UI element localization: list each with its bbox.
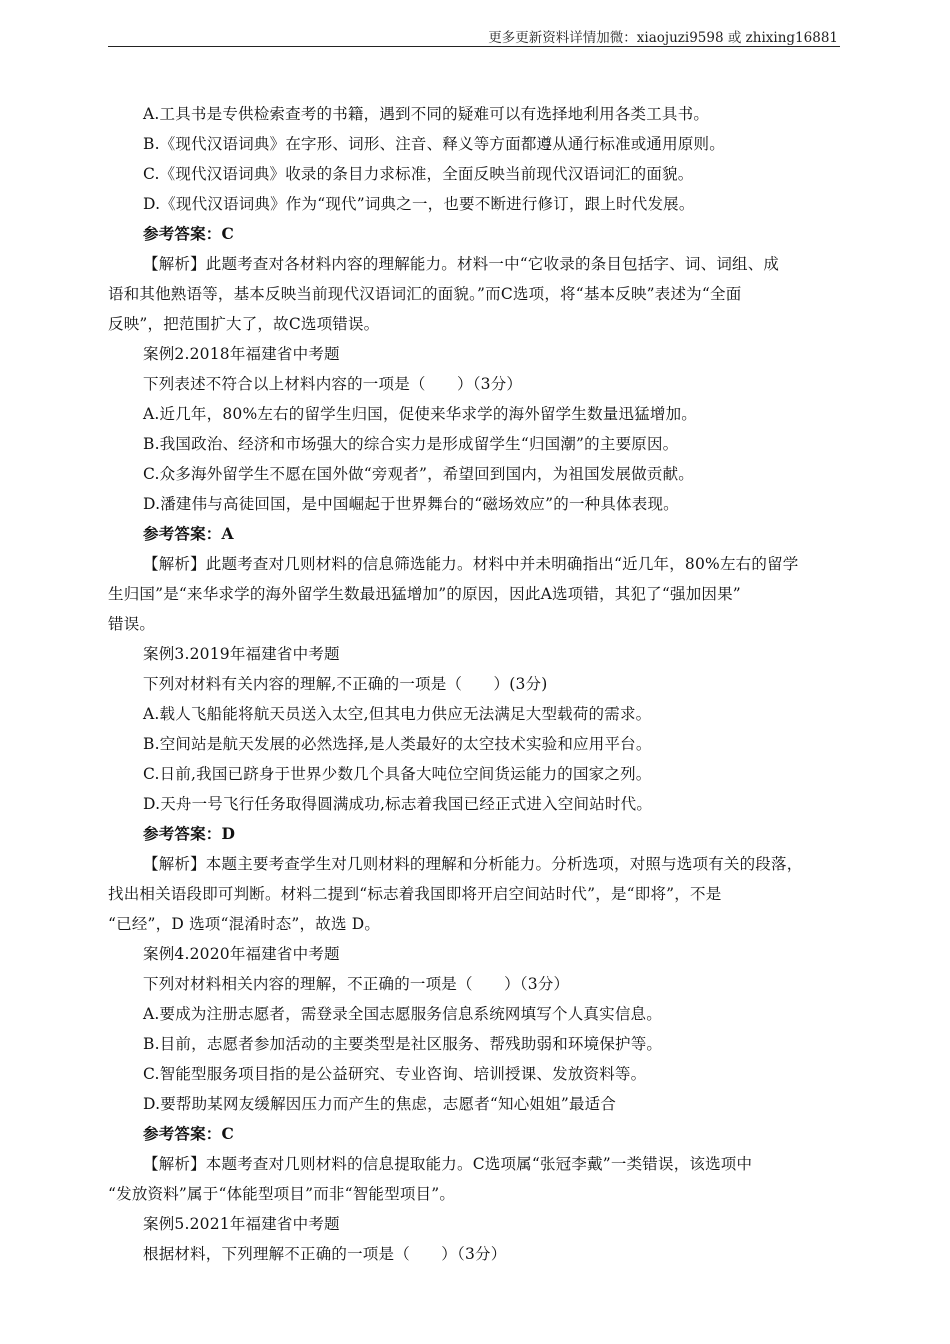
option-line: D.要帮助某网友缓解因压力而产生的焦虑，志愿者“知心姐姐”最适合 bbox=[143, 1095, 617, 1113]
analysis-line: 【解析】本题主要考查学生对几则材料的理解和分析能力。分析选项，对照与选项有关的段落， bbox=[143, 855, 803, 873]
option-line: B.我国政治、经济和市场强大的综合实力是形成留学生“归国潮”的主要原因。 bbox=[143, 435, 679, 453]
question-line: 下列表述不符合以上材料内容的一项是（ ）（3分） bbox=[143, 375, 523, 393]
analysis-line: 生归国”是“来华求学的海外留学生数最迅猛增加”的原因，因此A选项错，其犯了“强加因果” bbox=[108, 585, 741, 603]
case-title: 案例4.2020年福建省中考题 bbox=[143, 945, 340, 963]
option-line: A.要成为注册志愿者，需登录全国志愿服务信息系统网填写个人真实信息。 bbox=[143, 1005, 662, 1023]
case-title: 案例3.2019年福建省中考题 bbox=[143, 645, 340, 663]
analysis-line: “已经”，D 选项“混淆时态”，故选 D。 bbox=[108, 915, 381, 933]
option-line: D.潘建伟与高徒回国，是中国崛起于世界舞台的“磁场效应”的一种具体表现。 bbox=[143, 495, 679, 513]
option-line: A.近几年，80%左右的留学生归国，促使来华求学的海外留学生数量迅猛增加。 bbox=[143, 405, 697, 423]
analysis-line: 语和其他熟语等，基本反映当前现代汉语词汇的面貌。”而C选项，将“基本反映”表述为“全面 bbox=[108, 285, 742, 303]
analysis-line: 反映”，把范围扩大了，故C选项错误。 bbox=[108, 315, 380, 333]
option-line: B.目前，志愿者参加活动的主要类型是社区服务、帮残助弱和环境保护等。 bbox=[143, 1035, 663, 1053]
option-line: C.众多海外留学生不愿在国外做“旁观者”，希望回到国内，为祖国发展做贡献。 bbox=[143, 465, 694, 483]
question-line: 下列对材料相关内容的理解，不正确的一项是（ ）（3分） bbox=[143, 975, 570, 993]
option-line: A.工具书是专供检索查考的书籍，遇到不同的疑难可以有选择地利用各类工具书。 bbox=[143, 105, 710, 123]
answer-line: 参考答案：C bbox=[143, 1124, 235, 1143]
analysis-line: 错误。 bbox=[108, 615, 156, 633]
analysis-line: 【解析】此题考查对各材料内容的理解能力。材料一中“它收录的条目包括字、词、词组、成 bbox=[143, 255, 780, 273]
answer-line: 参考答案：A bbox=[143, 524, 234, 543]
option-line: D.天舟一号飞行任务取得圆满成功,标志着我国已经正式进入空间站时代。 bbox=[143, 795, 653, 813]
option-line: C.《现代汉语词典》收录的条目力求标准，全面反映当前现代汉语词汇的面貌。 bbox=[143, 165, 694, 183]
option-line: C.智能型服务项目指的是公益研究、专业咨询、培训授课、发放资料等。 bbox=[143, 1065, 647, 1083]
option-line: D.《现代汉语词典》作为“现代”词典之一，也要不断进行修订，跟上时代发展。 bbox=[143, 195, 695, 213]
option-line: C.日前,我国已跻身于世界少数几个具备大吨位空间货运能力的国家之列。 bbox=[143, 765, 652, 783]
case-title: 案例5.2021年福建省中考题 bbox=[143, 1215, 340, 1233]
analysis-line: 【解析】此题考查对几则材料的信息筛选能力。材料中并未明确指出“近几年，80%左右的留学 bbox=[143, 555, 799, 573]
case-title: 案例2.2018年福建省中考题 bbox=[143, 345, 340, 363]
question-line: 下列对材料有关内容的理解,不正确的一项是（ ）(3分) bbox=[143, 675, 548, 693]
analysis-line: 【解析】本题考查对几则材料的信息提取能力。C选项属“张冠李戴”一类错误，该选项中 bbox=[143, 1155, 753, 1173]
analysis-line: “发放资料”属于“体能型项目”而非“智能型项目”。 bbox=[108, 1185, 456, 1203]
option-line: B.《现代汉语词典》在字形、词形、注音、释义等方面都遵从通行标准或通用原则。 bbox=[143, 135, 725, 153]
option-line: B.空间站是航天发展的必然选择,是人类最好的太空技术实验和应用平台。 bbox=[143, 735, 652, 753]
analysis-line: 找出相关语段即可判断。材料二提到“标志着我国即将开启空间站时代”，是“即将”，不是 bbox=[108, 885, 722, 903]
answer-line: 参考答案：C bbox=[143, 224, 235, 243]
header-text: 更多更新资料详情加微：xiaojuzi9598 或 zhixing16881 bbox=[488, 30, 838, 46]
question-line: 根据材料，下列理解不正确的一项是（ ）（3分） bbox=[143, 1245, 507, 1263]
answer-line: 参考答案：D bbox=[143, 824, 236, 843]
page-header bbox=[108, 24, 840, 47]
option-line: A.载人飞船能将航天员送入太空,但其电力供应无法满足大型载荷的需求。 bbox=[143, 705, 652, 723]
